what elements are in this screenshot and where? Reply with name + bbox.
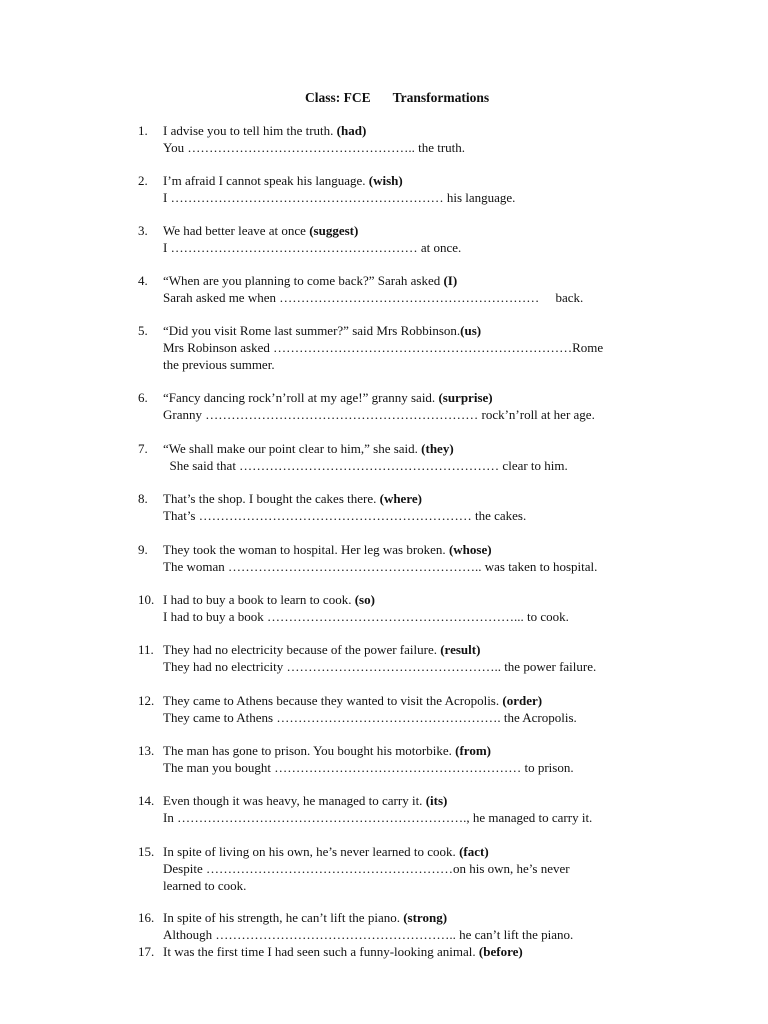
- sentence-text: In spite of his strength, he can’t lift the piano.: [163, 910, 400, 925]
- keyword: (order): [502, 693, 543, 708]
- item-number: 17.: [138, 944, 155, 959]
- prompt-sentence: [163, 272, 703, 289]
- sentence-text: I advise you to tell him the truth.: [163, 123, 334, 138]
- answer-line: The woman ………………………………………………….. was taken to hospital.: [163, 559, 598, 574]
- prompt-sentence: [163, 172, 703, 189]
- answer-line: She said that …………………………………………………… clear to him.: [163, 458, 568, 473]
- answer-line: That’s ……………………………………………………… the cakes.: [163, 508, 527, 523]
- prompt-sentence: [163, 792, 703, 809]
- prompt-sentence: [163, 541, 703, 558]
- sentence-text: “Fancy dancing rock’n’roll at my age!” granny said.: [163, 390, 436, 405]
- sentence-text: “When are you planning to come back?” Sarah asked: [163, 273, 441, 288]
- prompt-sentence: [163, 322, 703, 339]
- sentence-text: We had better leave at once: [163, 223, 306, 238]
- prompt-sentence: [163, 591, 703, 608]
- keyword: (from): [455, 743, 491, 758]
- keyword: (us): [460, 323, 482, 338]
- keyword: (suggest): [309, 223, 359, 238]
- prompt-sentence: [163, 692, 703, 709]
- item-number: 16.: [138, 910, 155, 925]
- answer-line: I ……………………………………………………… his language.: [163, 190, 516, 205]
- sentence-text: In spite of living on his own, he’s never learned to cook.: [163, 844, 456, 859]
- answer-line: I had to buy a book …………………………………………………... to cook.: [163, 609, 569, 624]
- prompt-sentence: [163, 742, 703, 759]
- item-number: 2.: [138, 173, 148, 188]
- class-label: Class: FCE: [305, 90, 371, 105]
- keyword: (strong): [403, 910, 448, 925]
- keyword: (whose): [448, 542, 492, 557]
- sentence-text: The man has gone to prison. You bought his motorbike.: [163, 743, 452, 758]
- keyword: (I): [443, 273, 458, 288]
- prompt-sentence: [163, 943, 703, 960]
- sentence-text: It was the first time I had seen such a funny-looking animal.: [163, 944, 476, 959]
- sentence-text: I’m afraid I cannot speak his language.: [163, 173, 366, 188]
- answer-line: They had no electricity ………………………………………….. the power failure.: [163, 659, 597, 674]
- keyword: (its): [425, 793, 448, 808]
- item-number: 11.: [138, 642, 154, 657]
- item-number: 1.: [138, 123, 148, 138]
- item-number: 4.: [138, 273, 148, 288]
- sentence-text: They had no electricity because of the power failure.: [163, 642, 437, 657]
- sentence-text: “Did you visit Rome last summer?” said Mrs Robbinson.: [163, 323, 461, 338]
- keyword: (wish): [368, 173, 403, 188]
- item-number: 8.: [138, 491, 148, 506]
- item-number: 5.: [138, 323, 148, 338]
- item-number: 10.: [138, 592, 155, 607]
- answer-line: Mrs Robinson asked ……………………………………………………………Rome: [163, 340, 604, 355]
- answer-line: Although ……………………………………………….. he can’t lift the piano.: [163, 927, 574, 942]
- answer-line: They came to Athens ……………………………………………. the Acropolis.: [163, 710, 577, 725]
- item-number: 13.: [138, 743, 155, 758]
- topic-label: Transformations: [392, 90, 490, 105]
- prompt-sentence: [163, 909, 703, 926]
- prompt-sentence: [163, 843, 703, 860]
- answer-line: Sarah asked me when …………………………………………………… back.: [163, 290, 584, 305]
- prompt-sentence: [163, 389, 703, 406]
- keyword: (surprise): [438, 390, 493, 405]
- item-number: 3.: [138, 223, 148, 238]
- sentence-text: They came to Athens because they wanted to visit the Acropolis.: [163, 693, 500, 708]
- keyword: (where): [379, 491, 422, 506]
- sentence-text: That’s the shop. I bought the cakes there.: [163, 491, 377, 506]
- item-number: 14.: [138, 793, 155, 808]
- answer-line-continuation: learned to cook.: [163, 878, 247, 893]
- keyword: (fact): [459, 844, 489, 859]
- page-title: [305, 89, 489, 106]
- sentence-text: They took the woman to hospital. Her leg was broken.: [163, 542, 446, 557]
- keyword: (result): [440, 642, 481, 657]
- answer-line: You …………………………………………….. the truth.: [163, 140, 466, 155]
- keyword: (so): [354, 592, 375, 607]
- item-number: 6.: [138, 390, 148, 405]
- item-number: 15.: [138, 844, 155, 859]
- prompt-sentence: [163, 440, 703, 457]
- answer-line: Despite …………………………………………………on his own, he’s never: [163, 861, 570, 876]
- sentence-text: I had to buy a book to learn to cook.: [163, 592, 352, 607]
- sentence-text: “We shall make our point clear to him,” she said.: [163, 441, 418, 456]
- sentence-text: Even though it was heavy, he managed to carry it.: [163, 793, 423, 808]
- prompt-sentence: [163, 222, 703, 239]
- prompt-sentence: [163, 641, 703, 658]
- item-number: 12.: [138, 693, 155, 708]
- keyword: (they): [421, 441, 454, 456]
- prompt-sentence: [163, 490, 703, 507]
- answer-line: In …………………………………………………………., he managed to carry it.: [163, 810, 593, 825]
- answer-line: The man you bought ………………………………………………… to prison.: [163, 760, 574, 775]
- answer-line-continuation: the previous summer.: [163, 357, 275, 372]
- keyword: (had): [336, 123, 367, 138]
- prompt-sentence: [163, 122, 703, 139]
- item-number: 7.: [138, 441, 148, 456]
- item-number: 9.: [138, 542, 148, 557]
- answer-line: I ………………………………………………… at once.: [163, 240, 462, 255]
- keyword: (before): [478, 944, 523, 959]
- answer-line: Granny ……………………………………………………… rock’n’roll at her age.: [163, 407, 595, 422]
